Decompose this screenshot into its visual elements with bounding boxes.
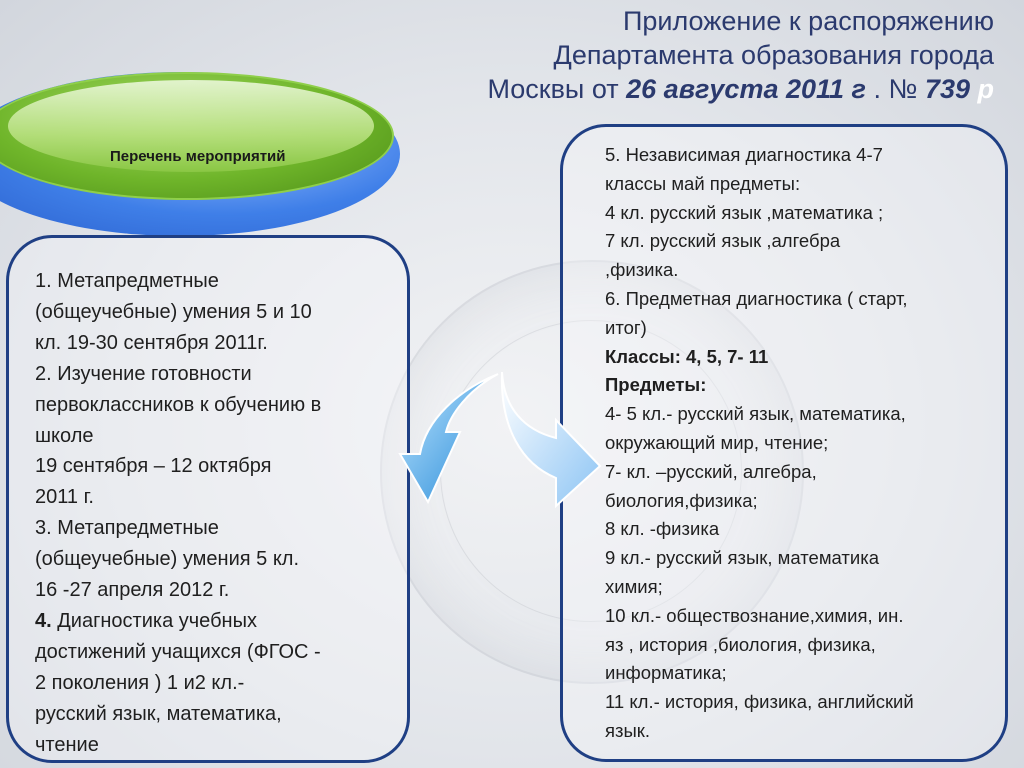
header-number-suffix: р [977,74,994,104]
right-line: 7- кл. –русский, алгебра, [605,460,817,482]
left-line: 16 -27 апреля 2012 г. [35,579,230,602]
header-line-1: Приложение к распоряжению [623,6,994,36]
left-line: 19 сентября – 12 октября [35,455,272,478]
right-line: 11 кл.- история, физика, английский [605,691,914,713]
left-line: достижений учащихся (ФГОС - [35,640,321,663]
right-line: 4 кл. русский язык ,математика ; [605,201,884,223]
right-line: итог) [605,316,647,338]
document-header [487,4,994,106]
right-line: язык. [605,719,651,741]
right-line: 9 кл.- русский язык, математика [605,547,880,569]
right-line: 7 кл. русский язык ,алгебра [605,230,841,252]
left-line: чтение [35,733,99,756]
events-list-title: Перечень мероприятий [110,148,286,165]
left-line: 1. Метапредметные [35,270,219,292]
left-line: (общеучебные) умения 5 кл. [35,548,300,571]
right-line: окружающий мир, чтение; [605,431,829,453]
curved-arrow-left-icon [398,370,508,510]
right-line: биология,физика; [605,489,758,511]
left-line: 2 поколения ) 1 и2 кл.- [35,671,245,694]
curved-arrow-right-icon [494,368,604,512]
right-line: 6. Предметная диагностика ( старт, [605,287,908,309]
subjects-heading: Предметы: [605,374,707,396]
header-prefix: Москвы от [487,74,627,104]
right-line: яз , история ,биология, физика, [605,633,876,655]
left-line: 2011 г. [35,486,94,509]
header-number: 739 [924,74,970,104]
right-line: химия; [605,575,663,597]
left-line: 2. Изучение готовности [35,362,252,385]
right-events-card [560,124,1008,762]
left-line: школе [35,424,94,447]
right-line: классы май предметы: [605,172,801,194]
item-4-number: 4. [35,609,52,632]
header-line-3 [487,72,994,106]
left-line: русский язык, математика, [35,702,282,725]
classes-heading: Классы: 4, 5, 7- 11 [605,345,769,367]
right-line: ,физика. [605,259,679,281]
right-line: 10 кл.- обществознание,химия, ин. [605,604,904,626]
left-events-card [6,235,410,763]
left-line: (общеучебные) умения 5 и 10 [35,300,312,323]
right-line: 4- 5 кл.- русский язык, математика, [605,403,906,425]
right-line: 8 кл. -физика [605,518,720,540]
left-line: первоклассников к обучению в [35,393,322,416]
header-line-2: Департамента образования города [553,40,994,70]
left-line: кл. 19-30 сентября 2011г. [35,331,268,354]
right-line: информатика; [605,662,727,684]
header-date: 26 августа 2011 г [626,74,866,104]
left-line-item-4 [35,606,395,637]
header-number-label: . № [873,74,925,104]
item-4-text: Диагностика учебных [57,609,257,632]
right-line: 5. Независимая диагностика 4-7 [605,144,883,165]
left-line: 3. Метапредметные [35,517,219,540]
